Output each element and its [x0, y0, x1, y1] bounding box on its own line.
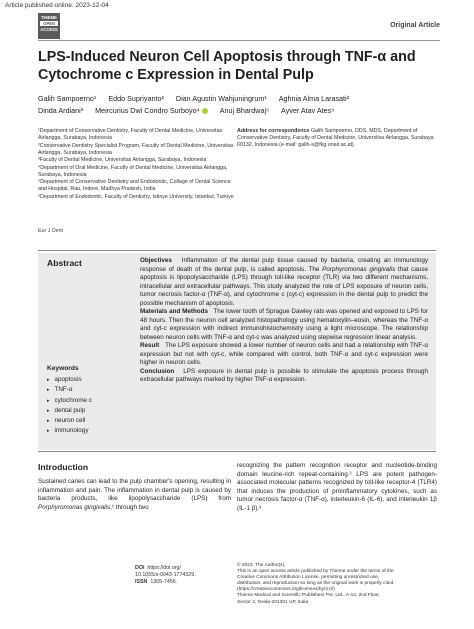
methods-label: Materials and Methods: [140, 308, 208, 315]
introduction-right-column: recognizing the pattern recognition receptor and nucleotide-binding domain leucine-rich repeat-containing.² LPS are potent pathogen-associated molecular patterns recognized by toll-like receptor-4 (TLR4) that induces the production of proinflammatory cytokines, such as tumor necrosis factor-α (TNF-α), interleukin-6 (IL-6), and interleukin 1β (IL-1 β).³: [237, 462, 437, 512]
author: Dinda Ardiani³: [38, 106, 84, 115]
abstract-top-rule: [38, 250, 436, 251]
keyword: ▸ TNF-α: [47, 385, 92, 395]
affiliation: ²Conservative Dentistry Specialist Program, Faculty of Dental Medicine, Universitas Airlangga, Surabaya, Indonesia: [38, 142, 234, 156]
article-type: Original Article: [390, 22, 440, 29]
keyword: ▸ dental pulp: [47, 406, 92, 416]
result-label: Result: [140, 342, 160, 349]
author: Ayver Atav Ates⁶: [281, 106, 335, 115]
author: Galih Sampoerno¹: [38, 94, 97, 103]
correspondence-label: Address for correspondence: [237, 128, 310, 134]
thieme-open-access-logo: [38, 13, 60, 39]
logo-line-1: THIEME: [41, 15, 57, 20]
objectives-text: Inflammation of the dental pulp tissue caused by bacteria, creating an immunology response of death of the dental pulp, is called apoptosis. The: [140, 257, 428, 273]
species-name: Porphyromonas gingivalis: [38, 503, 111, 511]
correspondence-text: Galih Sampoerno, DDS, MDS, Department of Conservative Dentistry, Faculty of Dental Medicine, Universitas Airlangga, Surabaya 60132, Indonesia (e-mail: galih-s@fkg.unair.ac.id).: [237, 128, 434, 148]
article-title: LPS-Induced Neuron Cell Apoptosis through TNF-α and Cytochrome c Expression in Dental Pulp: [38, 49, 416, 83]
result-text: The LPS exposure showed a lower number of neuron cells and had a relationship with TNF-α expression but not with cyt-c, while compared with control, both TNF-α and cyt-c expression were higher in neuron cells.: [140, 342, 428, 366]
license-line: Sector 2, Noida-201301 UP, India: [237, 599, 309, 605]
abstract-conclusion: [140, 368, 428, 385]
logo-line-2: OPEN: [40, 21, 58, 26]
keyword: ▸ cytochrome c: [47, 396, 92, 406]
issn-value: 1305-7456.: [150, 579, 178, 585]
intro-text: Sustained caries can lead to the pulp chamber's opening, resulting in inflammation and pain. The inflammation in dental pulp is caused by bacteria products, like lipopolysaccharide (LPS) from: [38, 478, 231, 503]
affiliation: ⁴Department of Oral Medicine, Faculty of Dental Medicine, Universitas Airlangga, Surabaya, Indonesia: [38, 164, 228, 178]
license-block: [237, 563, 442, 606]
affiliation: ¹Department of Conservative Dentistry, Faculty of Dental Medicine, Universitas Airlangga, Surabaya, Indonesia: [38, 128, 223, 141]
license-line: Creative Commons Attribution License, permitting unrestricted use,: [237, 575, 380, 581]
author-line-1: [38, 93, 448, 105]
author-list: [38, 93, 448, 117]
affiliations: [38, 128, 236, 201]
license-line: This is an open access article published by Thieme under the terms of the: [237, 569, 394, 575]
author: Dian Agustin Wahjuningrum¹: [175, 94, 267, 103]
keyword-list: [47, 375, 92, 437]
author: Anuj Bhardwaj⁵: [219, 106, 270, 115]
conclusion-text: LPS exposure in dental pulp is possible to stimulate the apoptosis process through extracellular pathways marked by higher TNF-α expression.: [140, 367, 428, 383]
conclusion-label: Conclusion: [140, 367, 175, 375]
introduction-heading: Introduction: [38, 462, 89, 472]
author: Aghnia Alma Larasati²: [278, 94, 350, 103]
abstract-bottom-rule: [38, 451, 436, 452]
doi-label: DOI: [135, 565, 145, 571]
author-line-2: [38, 105, 448, 117]
abstract-heading: Abstract: [47, 258, 82, 268]
intro-text-cont: ,¹ through two: [110, 503, 149, 511]
issn-label: ISSN: [135, 579, 148, 585]
abstract-methods: [140, 308, 428, 342]
keyword: ▸ neuron cell: [47, 416, 92, 426]
license-line: Thieme Medical and Scientific Publishers Pvt. Ltd., A-12, 2nd Floor,: [237, 593, 380, 599]
keywords-heading: Keywords: [47, 365, 79, 372]
author: [95, 105, 208, 117]
author-name: Meircurius Dwi Condro Surboyo⁴: [95, 106, 200, 115]
license-line: distribution, and reproduction so long as the original work is properly cited.: [237, 581, 395, 587]
author: Eddo Supriyanto²: [108, 94, 164, 103]
affiliation: ³Faculty of Dental Medicine, Universitas Airlangga, Surabaya, Indonesia: [38, 157, 207, 163]
objectives-label: Objectives: [140, 257, 172, 264]
journal-abbreviation: Eur J Dent: [38, 228, 64, 234]
abstract-objectives: [140, 257, 428, 308]
affiliation: ⁶Department of Endodontic, Faculty of Dentistry, Istinye University, Istanbul, Turkiye: [38, 193, 234, 200]
correspondence: [237, 128, 442, 149]
keyword: ▸ immunology: [47, 426, 92, 436]
objectives-text-cont: that cause apoptosis is lipopolysaccharide (LPS) through toll-like receptor (TLR) via two different mechanisms, intracellular and extracellular pathways. This study analyzed the role of LPS exposure of neuron cells, tumor necrosis factor-α (TNF-α), and cytochrome c (cyt-c) expression in the dental pulp to predict the possible mechanism of apoptosis.: [140, 265, 428, 307]
abstract-result: [140, 342, 428, 368]
orcid-icon[interactable]: [202, 108, 208, 114]
affiliation: ⁵Department of Conservative Dentistry and Endodontic, Collage of Dental Science and Hospital, Rau, Indore, Madhya Pradesh, India: [38, 179, 231, 192]
abstract-body: [140, 257, 428, 385]
species-name: Porphyromonas gingivalis: [322, 265, 396, 273]
license-link[interactable]: (https://creativecommons.org/licenses/by/4.0/): [237, 587, 335, 593]
logo-line-3: ACCESS: [40, 27, 58, 32]
doi-block: [135, 565, 196, 586]
published-online-note: Article published online: 2023-12-04: [5, 2, 109, 9]
methods-text: The lower tooth of Sprague Dawley rats was opened and exposed to LPS for 48 hours. Then the neuron cell analyzed histopathology using hematoxylin–eosin, whereas the TNF-α and cyt-c expression with indirect immunohistochemistry using a light microscope. The relationship between neuron cells with TNF-α and cyt-c was analyzed using stepwise regression linear analysis.: [140, 308, 429, 341]
keyword: ▸ apoptosis: [47, 375, 92, 385]
doi-number: 10.1055/s-0043-1774329.: [135, 572, 196, 578]
introduction-left-column: [38, 478, 231, 512]
license-line: © 2023. The Author(s).: [237, 563, 286, 568]
doi-link[interactable]: https://doi.org/: [147, 565, 181, 571]
header-divider: [38, 40, 440, 41]
